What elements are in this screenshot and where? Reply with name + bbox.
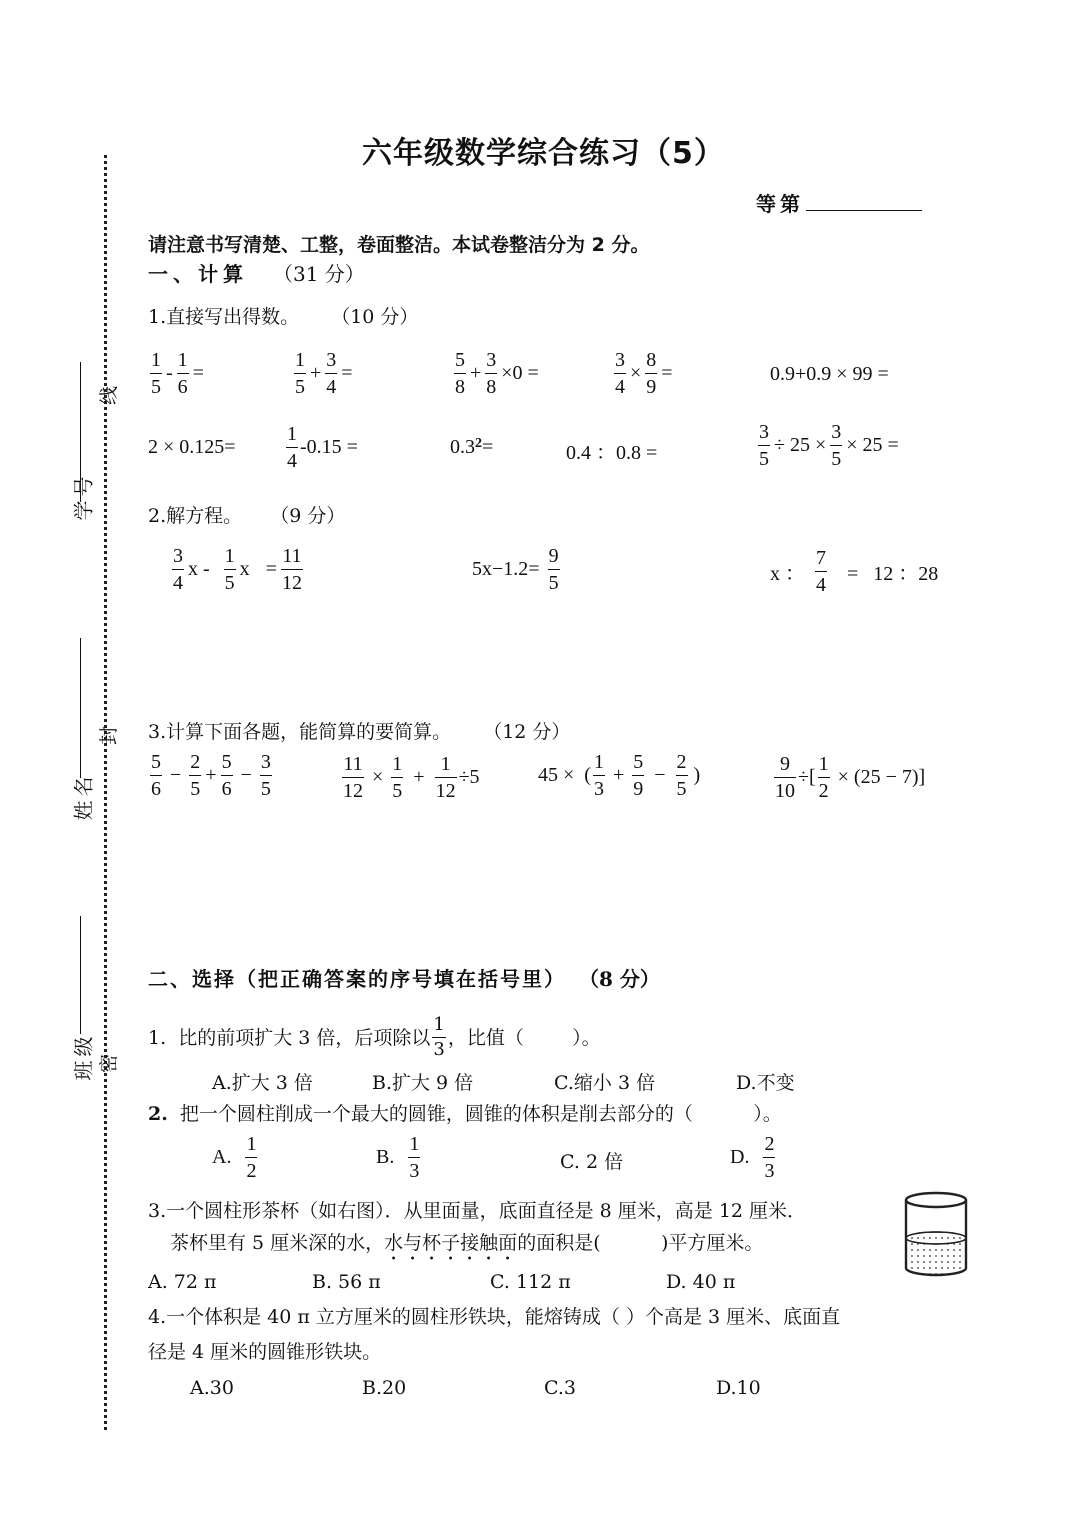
s2-q3-line2 — [170, 1231, 763, 1265]
s2-q2-option-d — [730, 1134, 777, 1181]
cylinder-cup-icon — [898, 1188, 974, 1278]
variable: x - — [188, 558, 210, 580]
fraction: $\frac{3}{5}$ — [260, 751, 271, 800]
operator: × — [372, 766, 384, 788]
fraction: $\frac{1}{3}$ — [433, 1014, 445, 1060]
variable: x — [239, 558, 250, 580]
name-label: 姓名 — [71, 772, 96, 821]
expr-tail: ×0 = — [501, 362, 539, 384]
fraction: $\frac{3}{4}$ — [326, 349, 337, 398]
expr-mid: ÷ 25 × — [774, 434, 827, 456]
fraction: $\frac{3}{4}$ — [615, 349, 625, 398]
fraction: $\frac{1}{2}$ — [818, 753, 829, 802]
s2-q1 — [148, 1016, 601, 1059]
fraction: $\frac{1}{6}$ — [177, 349, 188, 398]
operator: + — [470, 362, 482, 384]
q2-eq3 — [770, 548, 938, 595]
option-letter: A. — [212, 1146, 232, 1168]
equation-left: 5x−1.2= — [472, 558, 540, 580]
fraction: $\frac{1}{2}$ — [246, 1133, 257, 1182]
section1-title: 一、计算 — [148, 262, 248, 286]
expr-tail: × 25 = — [846, 434, 899, 456]
class-blank — [80, 916, 81, 1034]
fraction: $\frac{8}{9}$ — [646, 349, 657, 398]
fraction: $\frac{1}{5}$ — [224, 545, 235, 594]
q2-title-text: 2.解方程。 — [148, 505, 243, 527]
power-base: 0.3 — [450, 436, 475, 458]
fraction: $\frac{5}{9}$ — [633, 751, 644, 800]
q3-e2 — [340, 754, 480, 801]
q3-e4 — [772, 754, 925, 801]
q1-r2-e5 — [756, 422, 901, 469]
equals: = — [661, 362, 673, 384]
s2-q3-line2-b: 的面积是( )平方厘米。 — [517, 1232, 764, 1254]
s2-q2-number: 2. — [148, 1103, 168, 1125]
q3-title-text: 3.计算下面各题，能简算的要简算。 — [148, 721, 452, 743]
s2-q3-line1: 3.一个圆柱形茶杯（如右图）．从里面量，底面直径是 8 厘米，高是 12 厘米． — [148, 1200, 807, 1222]
option-letter: B. — [376, 1146, 395, 1168]
q1-r2-e2 — [284, 424, 358, 471]
class-label: 班级 — [71, 1032, 96, 1081]
s2-q2-option-c: C. 2 倍 — [560, 1151, 624, 1173]
fraction: $\frac{1}{5}$ — [392, 753, 403, 802]
operator: − — [240, 764, 252, 786]
q3-score: （12 分） — [483, 721, 571, 743]
q1-r1-e3 — [452, 350, 541, 397]
fraction: $\frac{3}{4}$ — [173, 545, 183, 594]
q1-title-text: 1.直接写出得数。 — [148, 306, 300, 328]
s2-q4-line2: 径是 4 厘米的圆锥形铁块。 — [148, 1341, 382, 1363]
operator: × — [630, 362, 642, 384]
s2-q1-text-b: ，比值（ ）。 — [447, 1026, 601, 1049]
q2-score: （9 分） — [270, 505, 346, 527]
expr-tail: ÷5 — [458, 766, 480, 788]
q1-r1-e1 — [148, 350, 206, 397]
fraction: $\frac{2}{3}$ — [764, 1133, 775, 1182]
fraction: $\frac{1}{5}$ — [151, 349, 161, 398]
equals: = — [341, 362, 353, 384]
operator: + — [310, 362, 322, 384]
s2-q4-option-a: A.30 — [190, 1377, 234, 1399]
section2-title: 二、选择（把正确答案的序号填在括号里） — [148, 967, 566, 991]
fraction: $\frac{1}{3}$ — [593, 751, 604, 800]
q3-title — [148, 720, 570, 744]
fraction: $\frac{1}{12}$ — [435, 753, 456, 802]
q1-r2-e3 — [450, 436, 493, 459]
q1-score: （10 分） — [331, 306, 419, 328]
q1-r2-e4: 0.4 ：0.8 = — [566, 442, 658, 464]
fraction: $\frac{11}{12}$ — [343, 753, 363, 802]
operator: + — [612, 764, 625, 786]
power-exponent: 2 — [475, 436, 482, 451]
q2-title — [148, 504, 345, 528]
fraction: $\frac{1}{5}$ — [295, 349, 305, 398]
q1-r1-e2 — [292, 350, 355, 397]
s2-q3-emphasis: 水与杯子接触面 — [384, 1232, 518, 1254]
s2-q1-text-a: 1. 比的前项扩大 3 倍，后项除以 — [148, 1026, 431, 1049]
equals: = — [265, 558, 277, 580]
grade-blank — [806, 210, 922, 211]
section2-score: （8 分） — [578, 967, 660, 991]
fraction: $\frac{3}{8}$ — [486, 349, 497, 398]
s2-q1-option-a: A.扩大 3 倍 — [212, 1072, 313, 1094]
binding-mi-label: 密 — [98, 1049, 121, 1074]
expr-tail: -0.15 = — [300, 436, 358, 458]
q1-title — [148, 305, 418, 329]
binding-dotted-line — [104, 155, 107, 1430]
s2-q4-line1: 4.一个体积是 40 π 立方厘米的圆柱形铁块，能熔铸成（ ）个高是 3 厘米、底面直 — [148, 1306, 841, 1328]
operator: + — [205, 764, 217, 786]
expr-tail: × (25 − 7)] — [837, 766, 926, 788]
fraction: $\frac{2}{5}$ — [676, 751, 687, 800]
s2-q4-option-b: B.20 — [362, 1377, 407, 1399]
expr-mid: ÷[ — [798, 766, 816, 788]
student-no-label: 学号 — [71, 472, 96, 521]
option-letter: D. — [730, 1146, 750, 1168]
name-blank — [80, 638, 81, 778]
q1-r1-e4 — [612, 350, 675, 397]
fraction: $\frac{9}{10}$ — [775, 753, 795, 802]
binding-feng-label: 封 — [98, 721, 121, 746]
s2-q2-option-a — [212, 1134, 259, 1181]
fraction: $\frac{9}{5}$ — [548, 545, 559, 594]
s2-q2-option-b — [376, 1134, 422, 1181]
section2-heading — [148, 963, 660, 992]
equation-right: = 12 ：28 — [847, 563, 939, 585]
expr-suffix: ) — [693, 764, 701, 786]
notice-text: 请注意书写清楚、工整，卷面整洁。本试卷整洁分为 2 分。 — [148, 234, 650, 256]
fraction: $\frac{7}{4}$ — [816, 547, 826, 596]
s2-q1-option-b: B.扩大 9 倍 — [372, 1072, 474, 1094]
q2-eq1 — [170, 546, 305, 593]
fraction: $\frac{5}{6}$ — [221, 751, 232, 800]
s2-q4-option-c: C.3 — [544, 1377, 576, 1399]
s2-q3-line2-a: 茶杯里有 5 厘米深的水， — [170, 1232, 385, 1254]
fraction: $\frac{1}{4}$ — [287, 423, 297, 472]
operator: - — [166, 362, 173, 384]
section1-heading — [148, 258, 365, 287]
grade-label: 等第 — [756, 192, 804, 216]
q1-r1-e5: 0.9+0.9 × 99 = — [770, 363, 889, 385]
s2-q2-text: 把一个圆柱削成一个最大的圆锥，圆锥的体积是削去部分的（ ）。 — [179, 1103, 782, 1125]
q3-e3 — [538, 752, 700, 799]
q1-r2-e1: 2 × 0.125= — [148, 436, 236, 458]
fraction: $\frac{5}{6}$ — [151, 751, 161, 800]
section1-score: （31 分） — [272, 262, 365, 286]
fraction: $\frac{3}{5}$ — [831, 421, 842, 470]
s2-q3-option-a: A. 72 π — [148, 1271, 217, 1293]
operator: + — [413, 766, 425, 788]
equals: = — [192, 362, 204, 384]
s2-q3-option-d: D. 40 π — [666, 1271, 736, 1293]
operator: − — [654, 764, 666, 786]
s2-q3-option-b: B. 56 π — [312, 1271, 381, 1293]
fraction: $\frac{5}{8}$ — [455, 349, 465, 398]
variable: x ： — [770, 563, 805, 585]
s2-q1-option-c: C.缩小 3 倍 — [554, 1072, 656, 1094]
fraction: $\frac{3}{5}$ — [759, 421, 769, 470]
page-title: 六年级数学综合练习（5） — [362, 136, 725, 171]
s2-q2 — [148, 1102, 782, 1126]
s2-q1-option-d: D.不变 — [736, 1072, 795, 1094]
fraction: $\frac{1}{3}$ — [409, 1133, 420, 1182]
fraction: $\frac{2}{5}$ — [190, 751, 201, 800]
fraction: $\frac{11}{12}$ — [281, 545, 302, 594]
operator: − — [170, 764, 182, 786]
equals: = — [482, 436, 494, 458]
expr-prefix: 45 × ( — [538, 764, 591, 786]
s2-q4-option-d: D.10 — [716, 1377, 761, 1399]
s2-q3-option-c: C. 112 π — [490, 1271, 571, 1293]
q2-eq2 — [472, 546, 562, 593]
q3-e1 — [148, 752, 274, 799]
binding-xian-label: 线 — [98, 381, 121, 406]
